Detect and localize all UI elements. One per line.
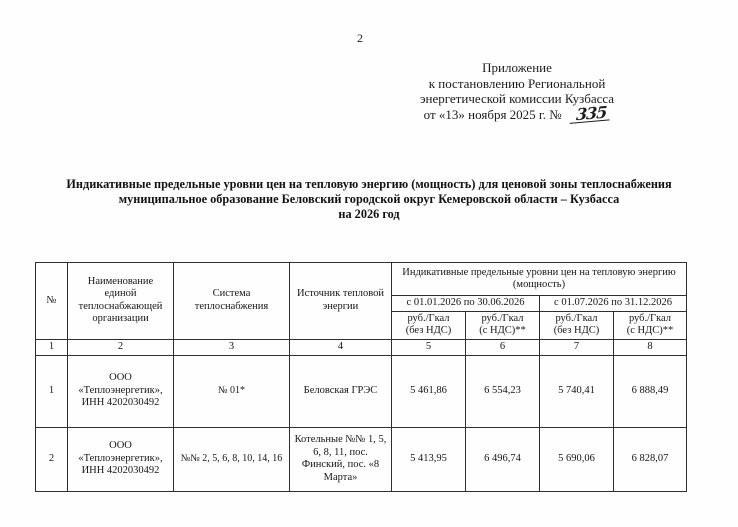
cell-price: 6 554,23 [466, 355, 540, 427]
header-period-1: с 01.01.2026 по 30.06.2026 [392, 296, 540, 312]
price-table [35, 262, 687, 492]
cell-system: № 01* [174, 355, 290, 427]
column-number: 5 [392, 339, 466, 355]
document-title [20, 177, 718, 222]
cell-price: 6 888,49 [614, 355, 687, 427]
column-number: 1 [36, 339, 68, 355]
cell-price: 5 690,06 [540, 427, 614, 491]
unit-vat-note: (без НДС) [553, 325, 600, 336]
header-period-2: с 01.07.2026 по 31.12.2026 [540, 296, 687, 312]
unit-vat-note: (с НДС)** [626, 325, 674, 336]
document-title-line-2: муниципальное образование Беловский городской округ Кемеровской области – Кузбасса [118, 192, 620, 206]
header-unit-2 [466, 311, 540, 339]
table-row [36, 355, 687, 427]
unit-vat-note: (с НДС)** [479, 325, 526, 336]
table-header-row [36, 263, 687, 296]
column-number: 3 [174, 339, 290, 355]
page-number: 2 [357, 31, 363, 45]
cell-row-number: 2 [36, 427, 68, 491]
header-unit-3 [540, 311, 614, 339]
cell-organization: ООО «Теплоэнергетик», ИНН 4202030492 [68, 427, 174, 491]
table-column-numbers-row [36, 339, 687, 355]
header-col-organization: Наименование единой теплоснабжающей организации [68, 263, 174, 340]
unit-label: руб./Гкал [481, 312, 524, 324]
unit-label: руб./Гкал [628, 312, 672, 324]
cell-organization: ООО «Теплоэнергетик», ИНН 4202030492 [68, 355, 174, 427]
column-number: 7 [540, 339, 614, 355]
appendix-date-line [362, 101, 672, 124]
header-price-group: Индикативные предельные уровни цен на тепловую энергию (мощность) [392, 263, 687, 296]
appendix-line-2: к постановлению Региональной [428, 75, 606, 91]
unit-label: руб./Гкал [407, 312, 450, 324]
unit-label: руб./Гкал [555, 312, 598, 324]
appendix-block [362, 60, 672, 122]
unit-vat-note: (без НДС) [405, 325, 452, 336]
column-number: 6 [466, 339, 540, 355]
column-number: 2 [68, 339, 174, 355]
cell-source: Котельные №№ 1, 5, 6, 8, 11, пос. Финский, пос. «8 Марта» [290, 427, 392, 491]
header-unit-4 [614, 311, 687, 339]
price-table-container [35, 262, 686, 492]
cell-price: 6 496,74 [466, 427, 540, 491]
appendix-line-1: Приложение [482, 60, 552, 75]
document-title-line-1: Индикативные предельные уровни цен на тепловую энергию (мощность) для ценовой зоны теплоснабжения [66, 177, 672, 191]
document-number-handwritten: 335 [570, 105, 611, 124]
document-title-line-3: на 2026 год [338, 207, 400, 221]
header-col-source: Источник тепловой энергии [290, 263, 392, 340]
appendix-line-3: энергетической комиссии Кузбасса [419, 91, 615, 106]
header-unit-1 [392, 311, 466, 339]
cell-price: 5 461,86 [392, 355, 466, 427]
cell-row-number: 1 [36, 355, 68, 427]
cell-price: 5 413,95 [392, 427, 466, 491]
cell-price: 6 828,07 [614, 427, 687, 491]
cell-system: №№ 2, 5, 6, 8, 10, 14, 16 [174, 427, 290, 491]
column-number: 8 [614, 339, 687, 355]
header-col-number: № [36, 263, 68, 340]
table-row [36, 427, 687, 491]
header-col-system: Система теплоснабжения [174, 263, 290, 340]
cell-source: Беловская ГРЭС [290, 355, 392, 427]
cell-price: 5 740,41 [540, 355, 614, 427]
appendix-date-text: от «13» ноября 2025 г. № [423, 106, 562, 122]
column-number: 4 [290, 339, 392, 355]
